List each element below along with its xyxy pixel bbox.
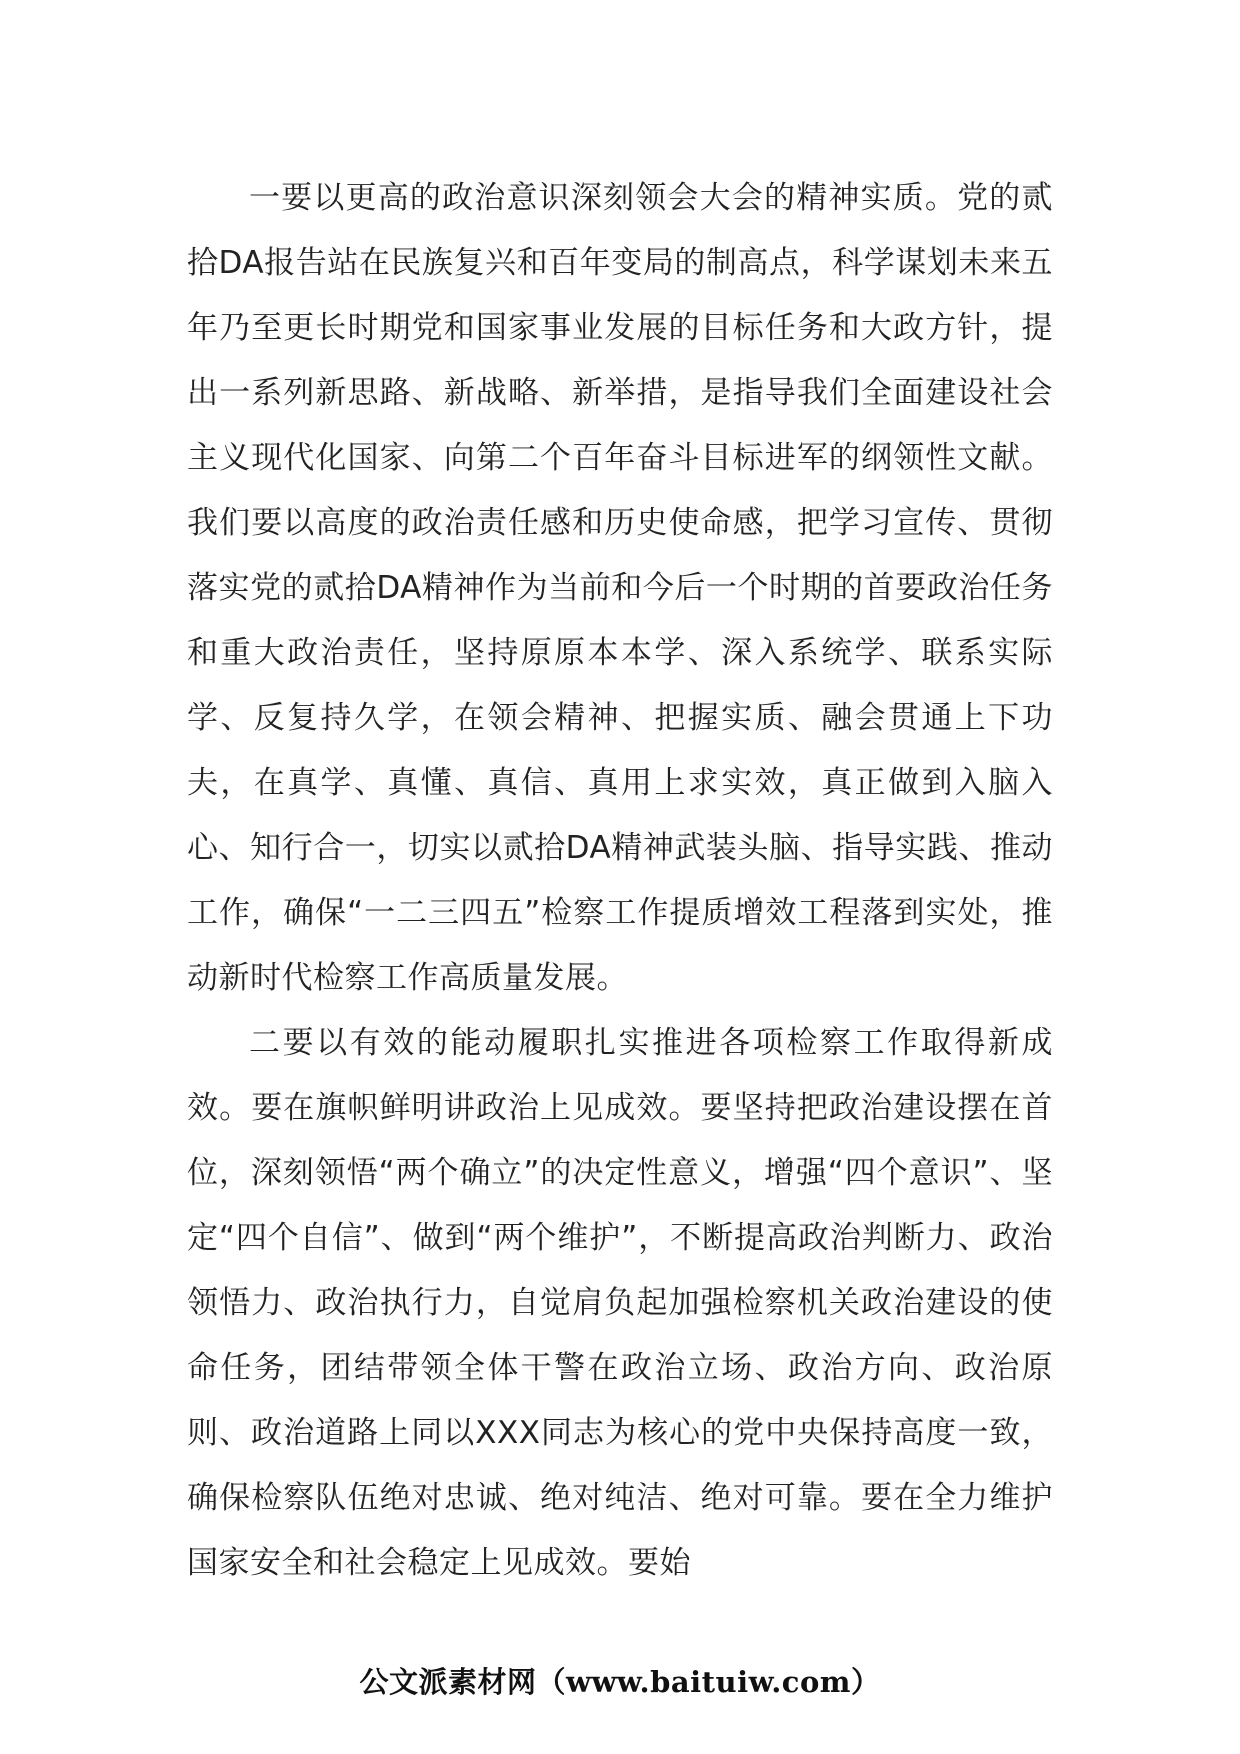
document-body <box>187 166 1053 1596</box>
paragraph-2: 二要以有效的能动履职扎实推进各项检察工作取得新成效。要在旗帜鲜明讲政治上见成效。要坚持把政治建设摆在首位，深刻领悟“两个确立”的决定性意义，增强“四个意识”、坚定“四个自信”、做到“两个维护”，不断提高政治判断力、政治领悟力、政治执行力，自觉肩负起加强检察机关政治建设的使命任务，团结带领全体干警在政治立场、政治方向、政治原则、政治道路上同以XXX同志为核心的党中央保持高度一致，确保检察队伍绝对忠诚、绝对纯洁、绝对可靠。要在全力维护国家安全和社会稳定上见成效。要始 <box>187 1025 1053 1581</box>
paragraph-1: 一要以更高的政治意识深刻领会大会的精神实质。党的贰拾DA报告站在民族复兴和百年变局的制高点，科学谋划未来五年乃至更长时期党和国家事业发展的目标任务和大政方针，提出一系列新思路、新战略、新举措，是指导我们全面建设社会主义现代化国家、向第二个百年奋斗目标进军的纲领性文献。我们要以高度的政治责任感和历史使命感，把学习宣传、贯彻落实党的贰拾DA精神作为当前和今后一个时期的首要政治任务和重大政治责任，坚持原原本本学、深入系统学、联系实际学、反复持久学，在领会精神、把握实质、融会贯通上下功夫，在真学、真懂、真信、真用上求实效，真正做到入脑入心、知行合一，切实以贰拾DA精神武装头脑、指导实践、推动工作，确保“一二三四五”检察工作提质增效工程落到实处，推动新时代检察工作高质量发展。 <box>187 180 1053 996</box>
footer-watermark: 公文派素材网（www.baituiw.com） <box>359 1665 881 1699</box>
